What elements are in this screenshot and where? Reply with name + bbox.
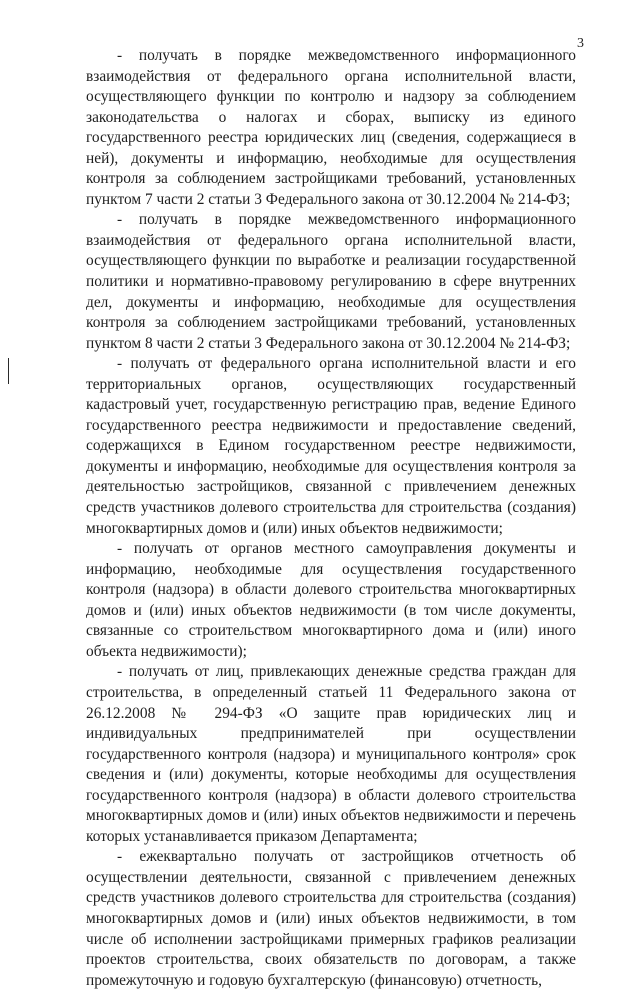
paragraph-real-estate-registry: - получать от федерального органа исполнительной власти и его территориальных органов, осуществляющих государственный кадастровый учет, государственную регистрацию прав, ведение Единого государственного реестра недвижимости и предоставление сведений, содержащихся в Едином государственном реестре недвижимости, документы и информацию, необходимые для осуществления контроля за деятельностью застройщиков, связанной с привлечением денежных средств участников долевого строительства для строительства (создания) многоквартирных домов и (или) иных объектов недвижимости;: [86, 355, 576, 537]
body-text: [86, 46, 576, 991]
page-number: 3: [577, 36, 584, 51]
scan-margin-mark: [8, 358, 9, 384]
paragraph-quarterly-reporting: - ежеквартально получать от застройщиков отчетность об осуществлении деятельности, связанной с привлечением денежных средств участников долевого строительства для строительства (создания) многоквартирных домов и (или) иных объектов недвижимости, в том числе об исполнении застройщиками примерных графиков реализации проектов строительства, своих обязательств по договорам, а также промежуточную и годовую бухгалтерскую (финансовую) отчетность,: [86, 848, 576, 989]
paragraph-local-government-docs: - получать от органов местного самоуправления документы и информацию, необходимые для осуществления государственного контроля (надзора) в области долевого строительства многоквартирных домов и (или) иных объектов недвижимости (в том числе документы, связанные со строительством многоквартирного дома и (или) иного объекта недвижимости);: [86, 540, 576, 660]
paragraph-egrul-extract: - получать в порядке межведомственного информационного взаимодействия от федерального органа исполнительной власти, осуществляющего функции по контролю и надзору за соблюдением законодательства о налогах и сборах, выписку из единого государственного реестра юридических лиц (сведения, содержащиеся в ней), документы и информацию, необходимые для осуществления контроля за соблюдением застройщиками требований, установленных пунктом 7 части 2 статьи 3 Федерального закона от 30.12.2004 № 214-ФЗ;: [86, 47, 576, 208]
paragraph-fundraisers-info: - получать от лиц, привлекающих денежные средства граждан для строительства, в определенный статьей 11 Федерального закона от 26.12.2008 № 294-ФЗ «О защите прав юридических лиц и индивидуальных предпринимателей при осуществлении государственного контроля (надзора) и муниципального контроля» срок сведения и (или) документы, которые необходимы для осуществления государственного контроля (надзора) в области долевого строительства многоквартирных домов и (или) иных объектов недвижимости и перечень которых устанавливается приказом Департамента;: [86, 663, 576, 845]
paragraph-internal-affairs-info: - получать в порядке межведомственного информационного взаимодействия от федерального органа исполнительной власти, осуществляющего функции по выработке и реализации государственной политики и нормативно-правовому регулированию в сфере внутренних дел, документы и информацию, необходимые для осуществления контроля за соблюдением застройщиками требований, установленных пунктом 8 части 2 статьи 3 Федерального закона от 30.12.2004 № 214-ФЗ;: [86, 211, 576, 352]
